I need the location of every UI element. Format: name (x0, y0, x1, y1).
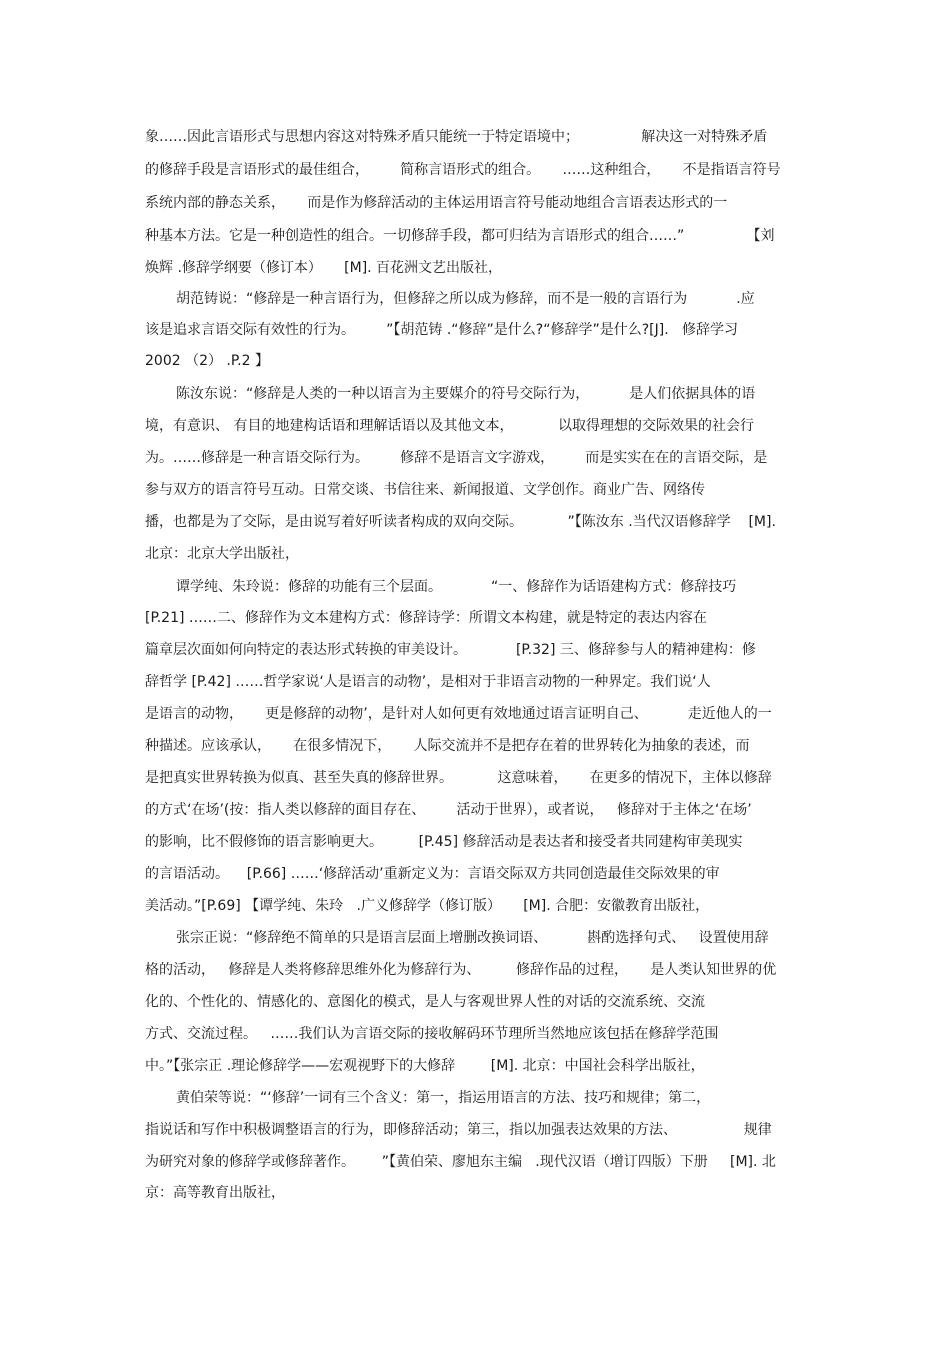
paragraph-start: 张宗正说：“修辞绝不简单的只是语言层面上增删改换词语、 斟酌选择句式、 设置使用辞 (176, 930, 769, 946)
text-line: 种基本方法。它是一种创造性的组合。一切修辞手段，都可归结为言语形式的组合……” 【刘 (145, 228, 775, 244)
text-line: 中。”【张宗正 .理论修辞学——宏观视野下的大修辞 [M]. 北京：中国社会科学出版社， (145, 1058, 705, 1074)
text-line: 象……因此言语形式与思想内容这对特殊矛盾只能统一于特定语境中； 解决这一对特殊矛盾 (145, 129, 768, 145)
text-line: 格的活动， 修辞是人类将修辞思维外化为修辞行为、 修辞作品的过程， 是人类认知世界的优 (145, 962, 777, 978)
text-line: 的言语活动。 [P.66] ……‘修辞活动’重新定义为：言语交际双方共同创造最佳交际效果的审 (145, 866, 720, 882)
paragraph-start: 胡范铸说：“修辞是一种言语行为，但修辞之所以成为修辞，而不是一般的言语行为 .应 (176, 291, 755, 307)
text-line: 该是追求言语交际有效性的行为。 ”【胡范铸 .“修辞”是什么?“修辞学”是什么?[J]. 修辞学习 (145, 322, 739, 338)
text-line: 辞哲学 [P.42] ……哲学家说‘人是语言的动物’，是相对于非语言动物的一种界定。我们说‘人 (145, 674, 711, 690)
text-line: 系统内部的静态关系， 而是作为修辞活动的主体运用语言符号能动地组合言语表达形式的一 (145, 195, 728, 211)
text-line: 方式、交流过程。 ……我们认为言语交际的接收解码环节理所当然地应该包括在修辞学范围 (145, 1026, 719, 1042)
text-line: 北京：北京大学出版社， (145, 546, 299, 562)
paragraph-start: 黄伯荣等说：“‘修辞’一词有三个含义：第一，指运用语言的方法、技巧和规律；第二， (176, 1090, 711, 1106)
text-line: 参与双方的语言符号互动。日常交谈、书信往来、新闻报道、文学创作。商业广告、网络传 (145, 482, 705, 498)
text-line: 是把真实世界转换为似真、甚至失真的修辞世界。 这意味着， 在更多的情况下，主体以修辞 (145, 770, 772, 786)
text-line: 为研究对象的修辞学或修辞著作。 ”【黄伯荣、廖旭东主编 .现代汉语（增订四版）下册 [M]. 北 (145, 1154, 776, 1170)
text-line: 境，有意识、 有目的地建构话语和理解话语以及其他文本， 以取得理想的交际效果的社会行 (145, 418, 754, 434)
paragraph-start: 陈汝东说：“修辞是人类的一种以语言为主要媒介的符号交际行为， 是人们依据具体的语 (176, 386, 756, 402)
text-line: 化的、个性化的、情感化的、意图化的模式，是人与客观世界人性的对话的交流系统、交流 (145, 994, 705, 1010)
text-line: 焕辉 .修辞学纲要（修订本） [M]. 百花洲文艺出版社， (145, 260, 503, 276)
text-line: 指说话和写作中积极调整语言的行为，即修辞活动；第三，指以加强表达效果的方法、 规律 (145, 1122, 772, 1138)
text-line: 美活动。”[P.69] 【谭学纯、朱玲 .广义修辞学（修订版） [M]. 合肥：安徽教育出版社， (145, 898, 710, 914)
text-line: 2002 （2） .P.2 】 (145, 353, 269, 369)
text-line: 的影响，比不假修饰的语言影响更大。 [P.45] 修辞活动是表达者和接受者共同建构审美现实 (145, 834, 743, 850)
text-line: 的方式‘在场’(按：指人类以修辞的面目存在、 活动于世界），或者说， 修辞对于主体之‘在场’ (145, 802, 752, 818)
paragraph-start: 谭学纯、朱玲说：修辞的功能有三个层面。 “一、修辞作为话语建构方式：修辞技巧 (176, 579, 737, 595)
text-line: 为。……修辞是一种言语交际行为。 修辞不是语言文字游戏， 而是实实在在的言语交际，是 (145, 450, 768, 466)
text-line: 京：高等教育出版社， (145, 1185, 285, 1201)
text-line: [P.21] ……二、修辞作为文本建构方式：修辞诗学：所谓文本构建，就是特定的表达内容在 (145, 610, 707, 626)
text-line: 的修辞手段是言语形式的最佳组合， 简称言语形式的组合。 ……这种组合， 不是指语言符号 (145, 162, 781, 178)
text-line: 种描述。应该承认， 在很多情况下， 人际交流并不是把存在着的世界转化为抽象的表述，而 (145, 738, 750, 754)
text-line: 播，也都是为了交际，是由说写着好听读者构成的双向交际。 ”【陈汝东 .当代汉语修辞学 [M]. (145, 514, 776, 530)
text-line: 是语言的动物， 更是修辞的动物’，是针对人如何更有效地通过语言证明自己、 走近他人的一 (145, 706, 772, 722)
text-line: 篇章层次面如何向特定的表达形式转换的审美设计。 [P.32] 三、修辞参与人的精神建构：修 (145, 642, 756, 658)
